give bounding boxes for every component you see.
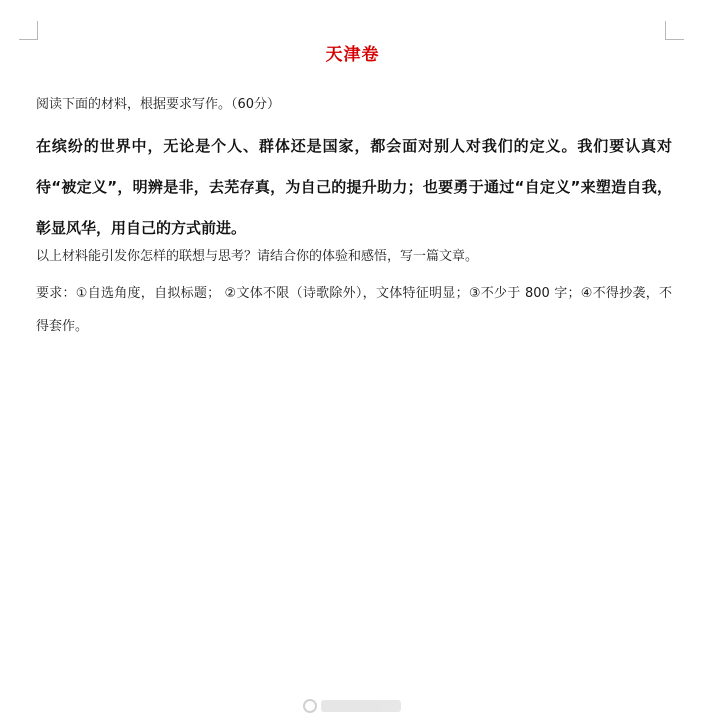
material-paragraph: 在缤纷的世界中，无论是个人、群体还是国家，都会面对别人对我们的定义。我们要认真对待“被定义”，明辨是非，去芜存真，为自己的提升助力；也要勇于通过“自定义”来塑造自我，彰显风华，用自己的方式前进。 [36, 137, 672, 237]
instruction-text: 阅读下面的材料，根据要求写作。（60分） [36, 97, 281, 112]
requirements-text: 要求：①自选角度，自拟标题； ②文体不限（诗歌除外），文体特征明显；③不少于 800 字；④不得抄袭，不得套作。 [36, 286, 672, 334]
watermark-bar [321, 700, 401, 712]
crop-mark-top-right [665, 21, 684, 40]
document-title: 天津卷 [325, 45, 380, 65]
writing-prompt: 以上材料能引发你怎样的联想与思考？请结合你的体验和感悟，写一篇文章。 [36, 249, 479, 264]
crop-mark-top-left [19, 21, 38, 40]
watermark [303, 697, 401, 715]
watermark-logo-icon [303, 699, 317, 713]
